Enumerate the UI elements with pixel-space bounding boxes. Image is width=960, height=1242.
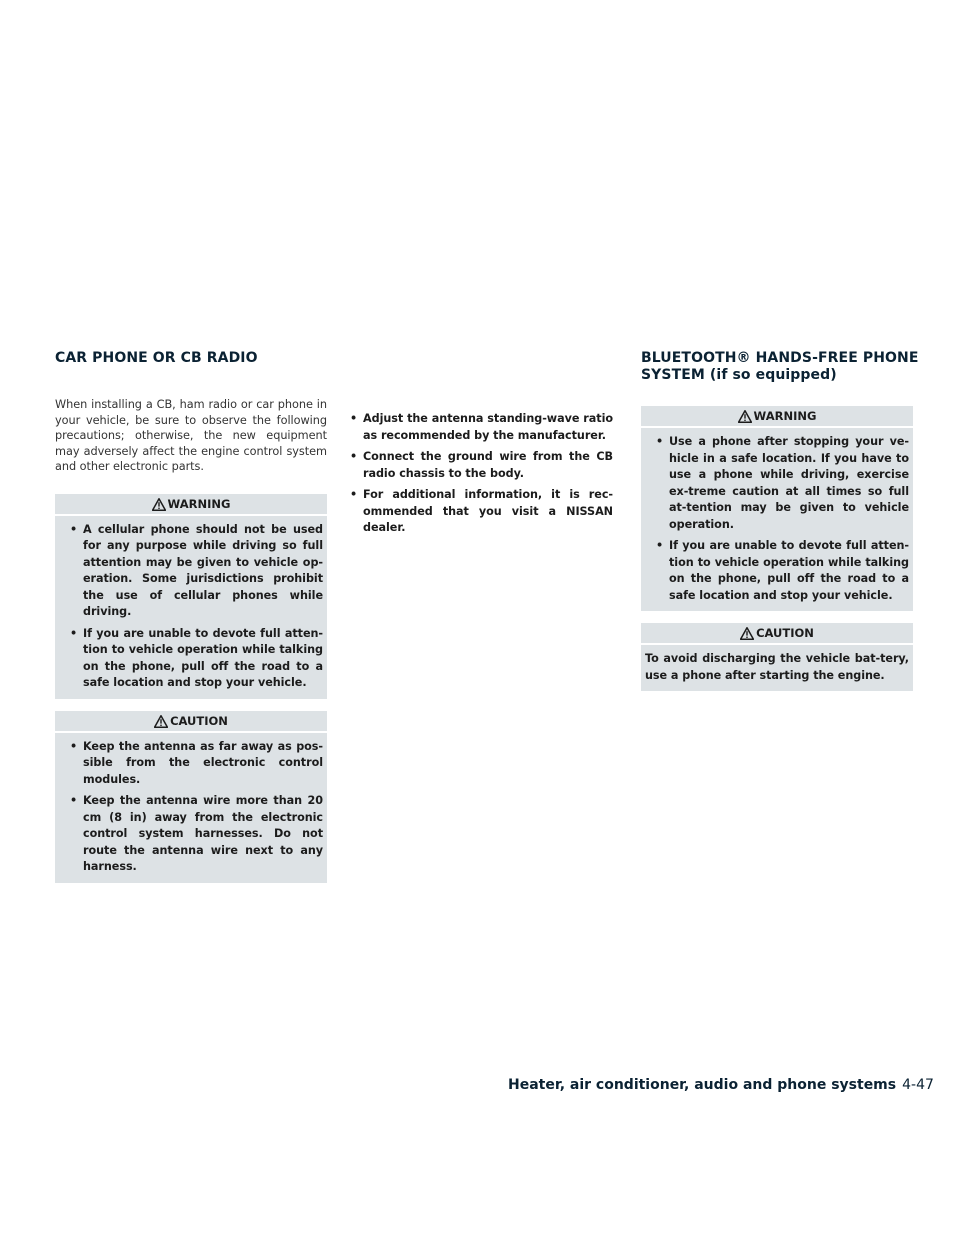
- list-item: • If you are unable to devote full atten-tion to vehicle operation while talking on the phone, pull off the road to a safe location and stop your vehicle.: [69, 626, 323, 692]
- warning-triangle-icon: [740, 626, 754, 646]
- warning-body: [55, 514, 327, 699]
- caution-label: CAUTION: [756, 626, 814, 640]
- warning-header: [55, 494, 327, 514]
- list-item: • If you are unable to devote full atten-tion to vehicle operation while talking on the phone, pull off the road to a safe location and stop your vehicle.: [655, 538, 909, 604]
- list-item: • Use a phone after stopping your ve-hicle in a safe location. If you have to use a phone while driving, exercise ex-treme caution at all times so full at-tention may be given to vehicle operation.: [655, 434, 909, 533]
- heading-line-2: SYSTEM (if so equipped): [641, 367, 837, 383]
- warning-header: [641, 406, 913, 426]
- caution-box: [55, 711, 327, 883]
- list-item: • A cellular phone should not be used for any purpose while driving so full attention may be given to vehicle op-eration. Some jurisdictions prohibit the use of cellular phones while driving.: [69, 522, 323, 621]
- caution-label: CAUTION: [170, 713, 228, 728]
- warning-box: [641, 406, 913, 611]
- right-column: [641, 350, 919, 691]
- list-item: • Keep the antenna as far away as pos-sible from the electronic control modules.: [69, 739, 323, 789]
- warning-body: [641, 426, 913, 611]
- section-heading-car-phone: CAR PHONE OR CB RADIO: [55, 350, 258, 366]
- list-item: • Adjust the antenna standing-wave ratio as recommended by the manufacturer.: [349, 411, 613, 444]
- footer-section-title: Heater, air conditioner, audio and phone systems: [508, 1077, 897, 1093]
- page-number: 4-47: [902, 1077, 934, 1093]
- left-column: [55, 350, 327, 883]
- section-heading-bluetooth: [641, 350, 941, 384]
- list-item: • For additional information, it is rec-ommended that you visit a NISSAN dealer.: [349, 487, 613, 537]
- caution-header: [55, 711, 327, 731]
- list-item: • Connect the ground wire from the CB radio chassis to the body.: [349, 449, 613, 482]
- list-item: • Keep the antenna wire more than 20 cm (8 in) away from the electronic control system harnesses. Do not route the antenna wire next to any harness.: [69, 793, 323, 876]
- middle-column: [343, 411, 615, 537]
- caution-header: [641, 623, 913, 643]
- caution-body: [55, 731, 327, 883]
- warning-box: [55, 494, 327, 699]
- warning-triangle-icon: [154, 714, 168, 734]
- caution-text: To avoid discharging the vehicle bat-tery, use a phone after starting the engine.: [645, 652, 909, 682]
- middle-caution-continued: [343, 411, 615, 537]
- warning-label: WARNING: [753, 409, 817, 423]
- intro-paragraph: When installing a CB, ham radio or car phone in your vehicle, be sure to observe the following precautions; otherwise, the new equipment may adversely affect the engine control system and other electronic parts.: [55, 398, 327, 474]
- caution-box: [641, 623, 913, 691]
- warning-label: WARNING: [167, 496, 231, 511]
- heading-line-1: BLUETOOTH® HANDS-FREE PHONE: [641, 350, 919, 366]
- warning-triangle-icon: [152, 497, 166, 517]
- page-footer: [508, 1077, 934, 1093]
- caution-body: [641, 643, 913, 691]
- warning-triangle-icon: [738, 409, 752, 429]
